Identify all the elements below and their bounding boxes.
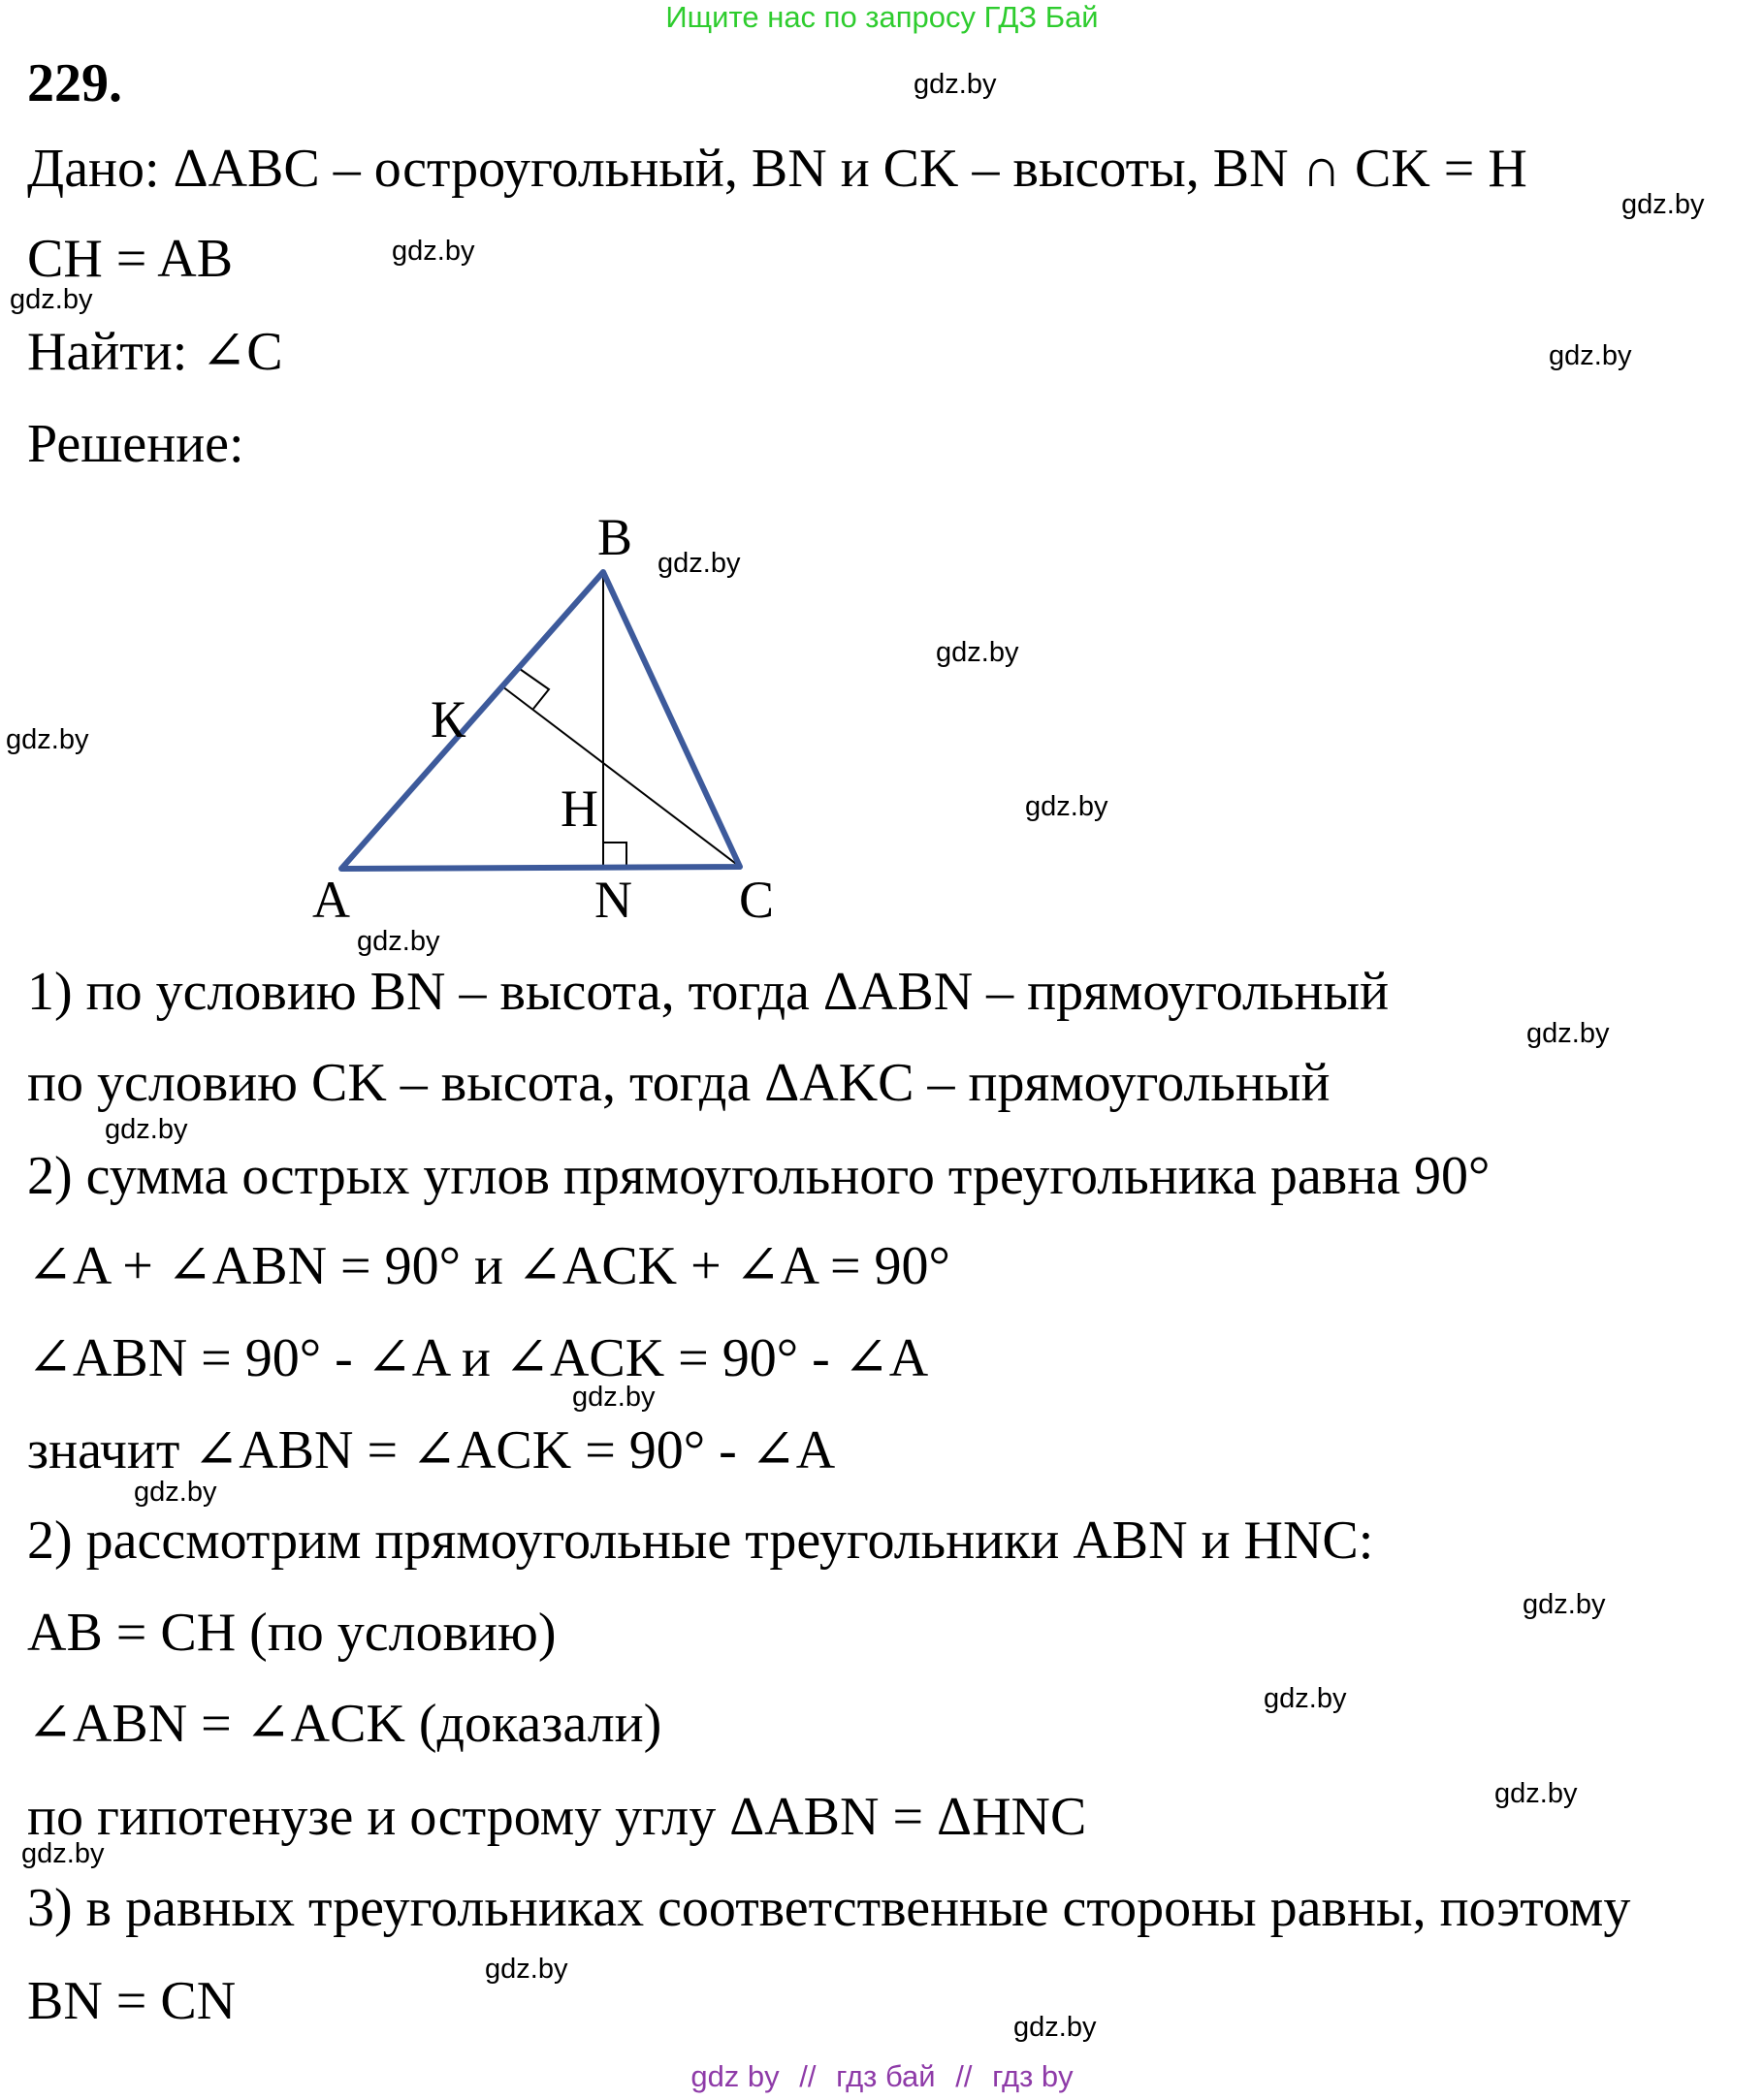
footer-link-gdz-by-2[interactable]: гдз by [992,2059,1074,2093]
watermark: gdz.by [657,548,741,579]
right-angle-mark-n [603,843,626,868]
footer-separator: // [955,2059,973,2093]
solution-line-1: 1) по условию BN – высота, тогда ΔABN – прямоугольный [27,962,1390,1022]
solution-line-9: ∠ABN = ∠ACK (доказали) [27,1694,662,1754]
watermark: gdz.by [10,284,93,315]
altitude-ck [502,686,740,867]
given-line-2: CH = AB [27,229,234,289]
find-line: Найти: ∠C [27,322,283,382]
vertex-label-n: N [594,871,632,929]
watermark: gdz.by [1494,1778,1578,1809]
top-banner[interactable]: Ищите нас по запросу ГДЗ Бай [665,0,1099,34]
solution-title: Решение: [27,414,244,474]
watermark: gdz.by [572,1382,656,1413]
solution-line-11: 3) в равных треугольниках соответственные стороны равны, поэтому [27,1878,1631,1938]
solution-line-5: ∠ABN = 90° - ∠A и ∠ACK = 90° - ∠A [27,1328,929,1388]
vertex-label-b: B [597,508,633,566]
solution-line-12: BN = CN [27,1971,237,2031]
footer-separator: // [799,2059,817,2093]
watermark: gdz.by [485,1954,568,1985]
footer-link-gdz-bai[interactable]: гдз бай [836,2059,936,2093]
footer-links [0,2059,1764,2094]
solution-line-8: AB = CH (по условию) [27,1603,557,1663]
solution-line-3: 2) сумма острых углов прямоугольного треугольника равна 90° [27,1146,1491,1206]
watermark: gdz.by [1523,1589,1606,1620]
watermark: gdz.by [1013,2012,1097,2043]
watermark: gdz.by [914,69,997,100]
footer-link-gdz-by[interactable]: gdz by [690,2059,780,2093]
vertex-label-h: H [561,780,598,838]
watermark: gdz.by [1025,791,1108,822]
solution-line-6: значит ∠ABN = ∠ACK = 90° - ∠A [27,1420,836,1480]
problem-number: 229. [27,53,122,113]
watermark: gdz.by [134,1477,217,1508]
triangle-figure [0,0,1764,970]
watermark: gdz.by [357,926,440,957]
watermark: gdz.by [1264,1683,1347,1714]
solution-line-4: ∠A + ∠ABN = 90° и ∠ACK + ∠A = 90° [27,1236,950,1296]
watermark: gdz.by [936,637,1019,668]
given-line-1: Дано: ΔABC – остроугольный, BN и CK – высоты, BN ∩ CK = H [27,139,1527,199]
vertex-label-k: К [431,690,466,748]
watermark: gdz.by [392,236,475,267]
watermark: gdz.by [1621,189,1705,220]
watermark: gdz.by [6,724,89,755]
triangle-abc [341,572,740,869]
solution-line-10: по гипотенузе и острому углу ΔABN = ΔHNC [27,1787,1087,1847]
watermark: gdz.by [105,1114,188,1145]
solution-line-7: 2) рассмотрим прямоугольные треугольники ABN и HNC: [27,1511,1374,1571]
vertex-label-c: C [739,871,775,929]
watermark: gdz.by [1549,340,1632,371]
watermark: gdz.by [21,1838,105,1869]
watermark: gdz.by [1526,1018,1610,1049]
solution-line-2: по условию CK – высота, тогда ΔAKC – прямоугольный [27,1053,1331,1113]
vertex-label-a: A [312,871,350,929]
